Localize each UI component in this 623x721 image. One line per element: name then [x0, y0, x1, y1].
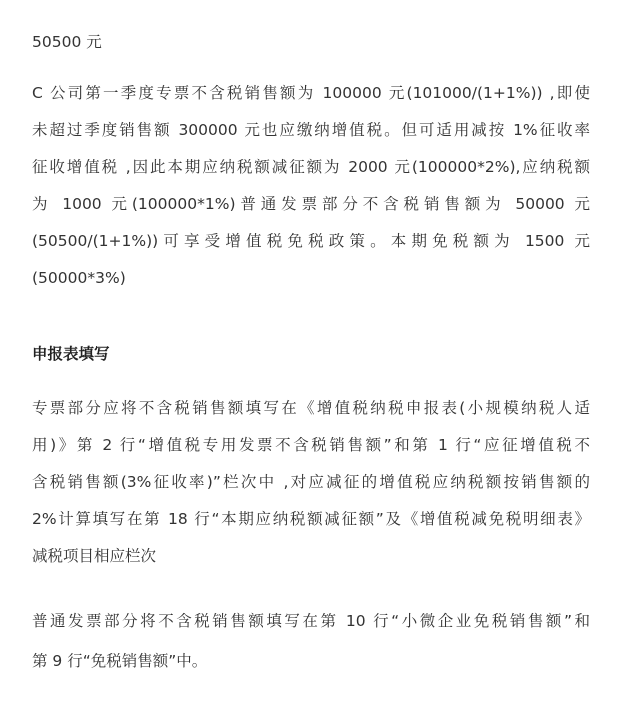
text-line: 专票部分应将不含税销售额填写在《增值税纳税申报表(小规模纳税人适: [32, 399, 590, 417]
paragraph-ordinary-invoice: [32, 603, 590, 680]
text-line: (50500/(1+1%))可享受增值税免税政策。本期免税额为 1500 元: [32, 232, 590, 250]
section-heading: 申报表填写: [32, 345, 110, 363]
text-line: 为 1000 元(100000*1%)普通发票部分不含税销售额为 50000 元: [32, 195, 590, 213]
text-line: 50500 元: [32, 33, 102, 51]
paragraph-special-invoice: [32, 390, 590, 575]
text-line: 含税销售额(3%征收率)”栏次中 ,对应减征的增值税应纳税额按销售额的: [32, 473, 590, 491]
text-line: C 公司第一季度专票不含税销售额为 100000 元(101000/(1+1%)) ,即使: [32, 84, 590, 102]
text-line: 用)》第 2 行“增值税专用发票不含税销售额”和第 1 行“应征增值税不: [32, 436, 590, 454]
paragraph-amount: [32, 24, 590, 61]
text-line: 征收增值税 ,因此本期应纳税额减征额为 2000 元(100000*2%),应纳税额: [32, 158, 590, 176]
text-line: 第 9 行“免税销售额”中。: [32, 652, 208, 670]
text-line: 减税项目相应栏次: [32, 547, 157, 565]
text-line: (50000*3%): [32, 269, 126, 287]
text-line: 未超过季度销售额 300000 元也应缴纳增值税。但可适用减按 1%征收率: [32, 121, 590, 139]
paragraph-company-c: [32, 75, 590, 297]
text-line: 普通发票部分将不含税销售额填写在第 10 行“小微企业免税销售额”和: [32, 612, 590, 630]
text-line: 2%计算填写在第 18 行“本期应纳税额减征额”及《增值税减免税明细表》: [32, 510, 590, 528]
